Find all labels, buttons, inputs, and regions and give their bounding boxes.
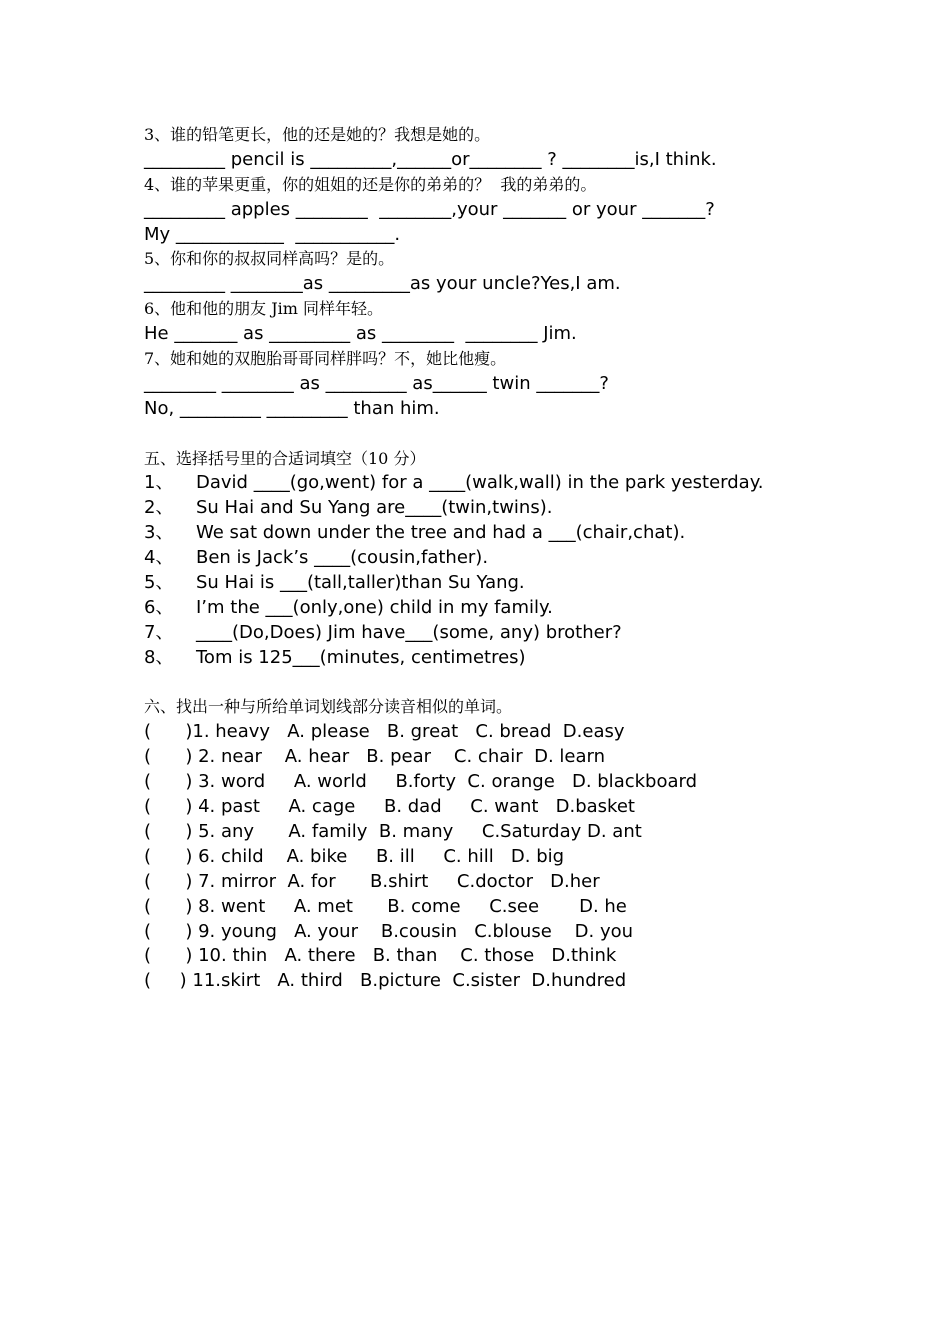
item-text: David ____(go,went) for a ____(walk,wall) in the park yesterday. <box>196 472 764 494</box>
phonics-item: ( ) 4. past A. cage B. dad C. want D.basket <box>144 796 635 818</box>
question-7-prompt: 7、她和她的双胞胎哥哥同样胖吗？不，她比他瘦。 <box>144 349 507 369</box>
worksheet-page <box>144 123 844 994</box>
fill-in-item <box>144 471 844 496</box>
question-4-prompt: 4、谁的苹果更重，你的姐姐的还是你的弟弟的？ 我的弟弟的。 <box>144 174 597 194</box>
fill-in-item <box>144 571 844 596</box>
phonics-item: ( )1. heavy A. please B. great C. bread D.easy <box>144 721 625 743</box>
phonics-item: ( ) 5. any A. family B. many C.Saturday D. ant <box>144 820 642 842</box>
fill-in-item <box>144 496 844 521</box>
question-4-answer-line-2: My ____________ ___________. <box>144 223 401 245</box>
question-6-prompt: 6、他和他的朋友 Jim 同样年轻。 <box>144 299 384 319</box>
item-number: 3、 <box>144 522 174 544</box>
phonics-item: ( ) 3. word A. world B.forty C. orange D. blackboard <box>144 771 698 793</box>
question-7-answer-line-2: No, _________ _________ than him. <box>144 397 440 419</box>
item-number: 8、 <box>144 646 174 668</box>
section-6-title: 六、找出一种与所给单词划线部分读音相似的单词。 <box>144 697 513 717</box>
item-number: 5、 <box>144 572 174 594</box>
section-5-title: 五、选择括号里的合适词填空（10 分） <box>144 448 426 468</box>
fill-in-item <box>144 646 844 671</box>
item-number: 4、 <box>144 547 174 569</box>
section-spacer <box>144 422 844 447</box>
question-4-answer-line-1: _________ apples ________ ________,your _______ or your _______? <box>144 198 715 220</box>
item-text: Tom is 125___(minutes, centimetres) <box>196 646 526 668</box>
item-text: Su Hai and Su Yang are____(twin,twins). <box>196 497 553 519</box>
section-spacer <box>144 671 844 696</box>
question-3-prompt: 3、谁的铅笔更长，他的还是她的？我想是她的。 <box>144 125 491 144</box>
question-5-answer-line: _________ ________as _________as your uncle?Yes,I am. <box>144 273 621 295</box>
question-3-answer-line: _________ pencil is _________,______or________ ? ________is,I think. <box>144 148 717 170</box>
item-number: 7、 <box>144 621 174 643</box>
fill-in-item <box>144 621 844 646</box>
item-number: 1、 <box>144 472 174 494</box>
question-7-answer-line-1: ________ ________ as _________ as______ twin _______? <box>144 372 609 394</box>
item-text: We sat down under the tree and had a ___(chair,chat). <box>196 522 686 544</box>
item-text: Su Hai is ___(tall,taller)than Su Yang. <box>196 572 525 594</box>
item-number: 2、 <box>144 497 174 519</box>
item-number: 6、 <box>144 596 174 618</box>
question-6-answer-line: He _______ as _________ as ________ ________ Jim. <box>144 323 577 345</box>
item-text: Ben is Jack’s ____(cousin,father). <box>196 547 489 569</box>
phonics-item: ( ) 8. went A. met B. come C.see D. he <box>144 895 627 917</box>
phonics-item: ( ) 2. near A. hear B. pear C. chair D. learn <box>144 746 606 768</box>
phonics-item: ( ) 11.skirt A. third B.picture C.sister D.hundred <box>144 970 627 992</box>
fill-in-item <box>144 546 844 571</box>
question-5-prompt: 5、你和你的叔叔同样高吗？是的。 <box>144 249 395 269</box>
item-text: ____(Do,Does) Jim have___(some, any) brother? <box>196 621 622 643</box>
fill-in-item <box>144 521 844 546</box>
item-text: I’m the ___(only,one) child in my family. <box>196 596 553 618</box>
phonics-item: ( ) 9. young A. your B.cousin C.blouse D. you <box>144 920 634 942</box>
fill-in-item <box>144 596 844 621</box>
phonics-item: ( ) 6. child A. bike B. ill C. hill D. big <box>144 845 565 867</box>
phonics-item: ( ) 10. thin A. there B. than C. those D.think <box>144 945 617 967</box>
phonics-item: ( ) 7. mirror A. for B.shirt C.doctor D.her <box>144 870 600 892</box>
